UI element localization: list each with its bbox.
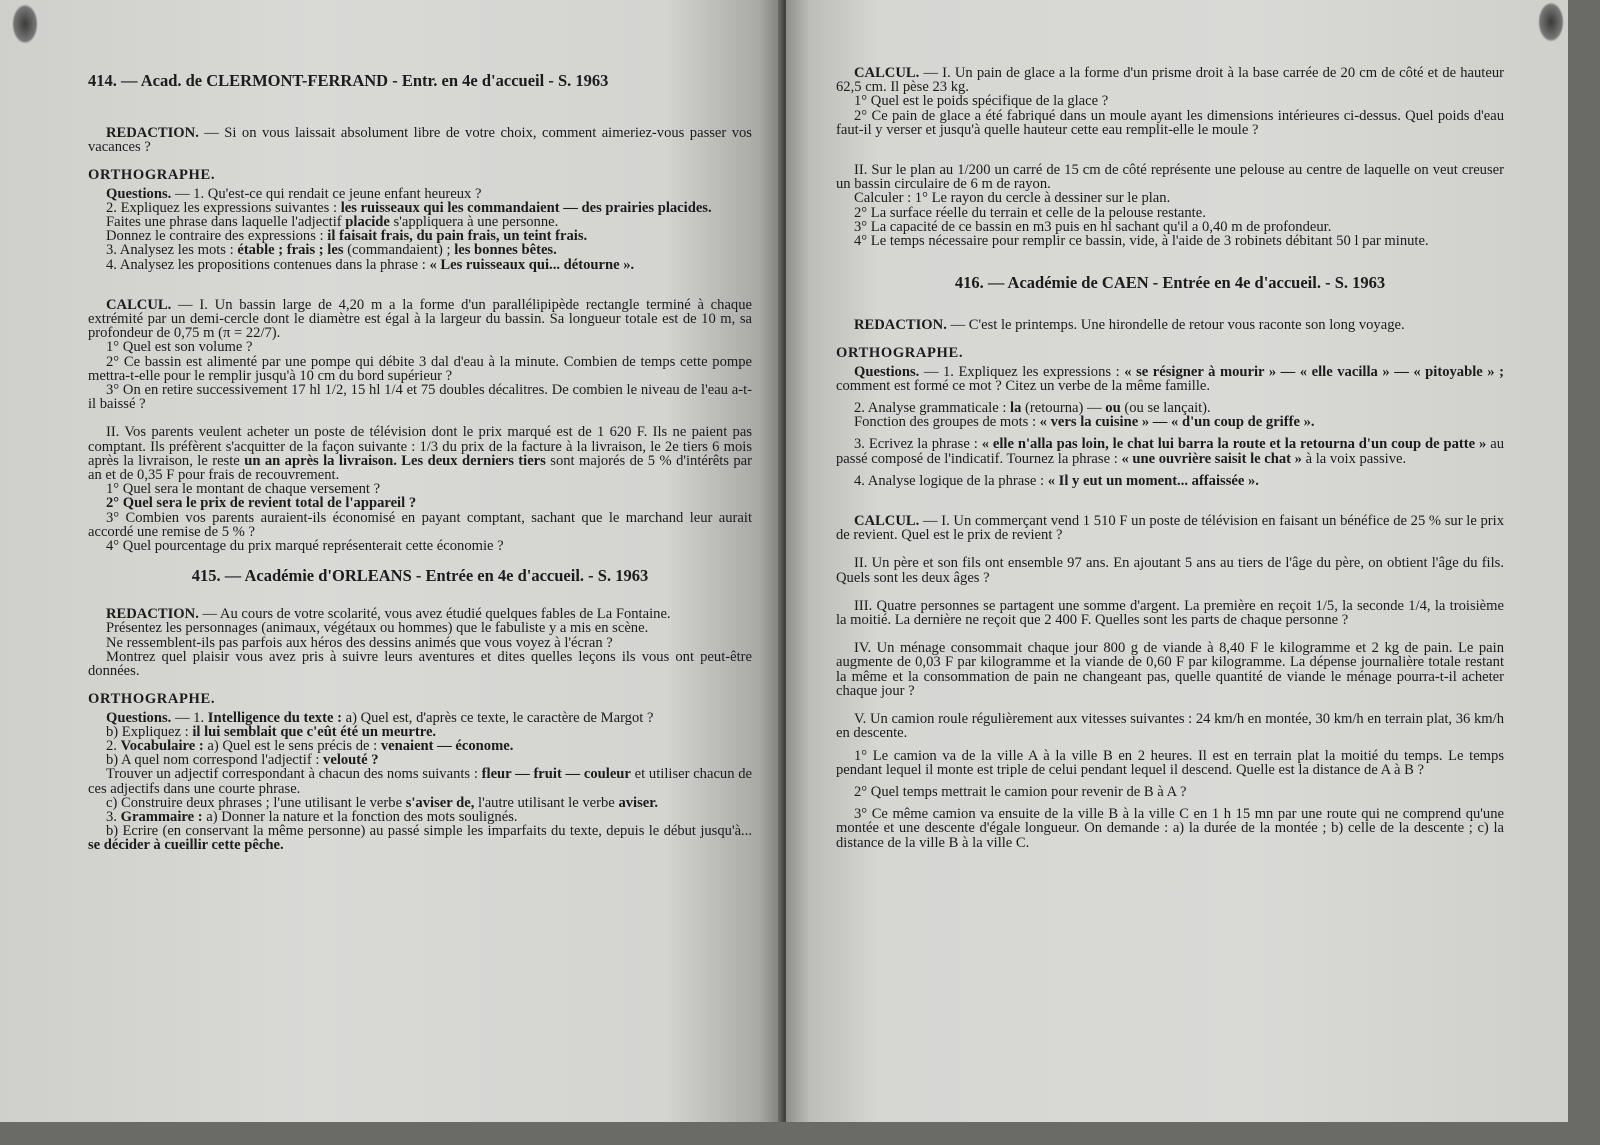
section-title-414: 414. — Acad. de CLERMONT-FERRAND - Entr. en 4e d'accueil - S. 1963 [88, 71, 609, 90]
calcul-2-416: II. Un père et son fils ont ensemble 97 ans. En ajoutant 5 ans au tiers de l'âge du père, on obtient l'âge du fils. Quels sont les deux âges ? [836, 555, 1504, 586]
calcul-1-414: CALCUL. — I. Un bassin large de 4,20 m a la forme d'un parallélipipède rectangle terminé à chaque extrémité par un demi-cercle dont le diamètre est égal à la largeur du bassin. Sa longueur totale est de 10 m, sa profondeur de 0,75 m (π = 22/7). [88, 296, 753, 342]
section-title-415: 415. — Académie d'ORLEANS - Entrée en 4e d'accueil. - S. 1963 [191, 566, 649, 586]
redaction-415-3: Ne ressemblent-ils pas parfois aux héros des dessins animés que vous voyez à l'écran ? [106, 634, 613, 651]
question-2-414: 2. Expliquez les expressions suivantes : les ruisseaux qui les commandaient — des prairies placides. [106, 199, 712, 216]
question-3b-415: b) Ecrire (en conservant la même personne) au passé simple les imparfaits du texte, depuis le début jusqu'à... se décider à cueillir cette pêche. [88, 823, 752, 854]
question-3-416: 3. Ecrivez la phrase : « elle n'alla pas loin, le chat lui barra la route et la retourna d'un coup de patte » au passé composé de l'indicatif. Tournez la phrase : « une ouvrière saisit le chat » à la voix passive. [836, 436, 1504, 467]
calcul-1-416: CALCUL. — I. Un commerçant vend 1 510 F un poste de télévision en faisant un bénéfice de 25 % sur le prix de revient. Quel est le prix de revient ? [836, 513, 1504, 544]
right-column [836, 66, 1504, 850]
question-4-416: 4. Analyse logique de la phrase : « Il y eut un moment... affaissée ». [854, 472, 1259, 489]
calcul-1b-415: 2° Ce pain de glace a été fabriqué dans un moule ayant les dimensions intérieures ci-dessus. Quel poids d'eau faut-il y verser et jusqu'à quelle hauteur cette eau remplit-elle le moule ? [836, 107, 1504, 138]
question-2-416: 2. Analyse grammaticale : la (retourna) — ou (ou se lançait). [854, 400, 1211, 417]
question-3-414: 3. Analysez les mots : étable ; frais ; les (commandaient) ; les bonnes bêtes. [106, 242, 557, 259]
question-1b-415: b) Expliquez : il lui semblait que c'eût été un meurtre. [106, 723, 437, 740]
calcul-1a: 1° Quel est son volume ? [106, 339, 253, 356]
redaction-414: REDACTION. — Si on vous laissait absolument libre de votre choix, comment aimeriez-vous passer vos vacances ? [88, 125, 752, 156]
calcul-2c-415: 3° La capacité de ce bassin en m3 puis en hl sachant qu'il a 0,40 m de profondeur. [854, 218, 1332, 235]
calcul-1-415: CALCUL. — I. Un pain de glace a la forme d'un prisme droit à la base carrée de 20 cm de côté et de hauteur 62,5 cm. Il pèse 23 kg. [836, 65, 1504, 96]
question-2-contraire: Donnez le contraire des expressions : il faisait frais, du pain frais, un teint frais. [106, 228, 588, 245]
calcul-2g: 4° Quel pourcentage du prix marqué représenterait cette économie ? [106, 538, 504, 555]
ortho-head-416: ORTHOGRAPHE. [836, 345, 964, 362]
question-1-416: Questions. — 1. Expliquez les expressions : « se résigner à mourir » — « elle vacilla » — « pitoyable » ; comment est formé ce mot ? Citez un verbe de la même famille. [836, 363, 1504, 394]
stain [12, 4, 38, 44]
left-page [0, 0, 782, 1122]
ortho-head-414: ORTHOGRAPHE. [88, 167, 216, 184]
redaction-415-4: Montrez quel plaisir vous avez pris à suivre leurs aventures et dites quelles leçons ils vous ont peut-être données. [88, 648, 752, 680]
calcul-2a-415: Calculer : 1° Le rayon du cercle à dessiner sur le plan. [854, 190, 1171, 207]
calcul-4-416: IV. Un ménage consommait chaque jour 800 g de viande à 8,40 F le kilogramme et 2 kg de pain. Le pain augmente de 0,03 F par kilogramme et la viande de 0,60 F par kilogramme. La dépense journalière totale restant la même et la consommation de pain ne changeant pas, quelle quantité de viande le ménage pourra-t-il acheter chaque jour ? [836, 640, 1504, 699]
calcul-2f: 3° Combien vos parents auraient-ils économisé en payant comptant, sachant que le marchand leur aurait accordé une remise de 5 % ? [88, 509, 752, 540]
calcul-2d: 1° Quel sera le montant de chaque versement ? [106, 481, 381, 498]
calcul-2-414: II. Vos parents veulent acheter un poste de télévision dont le prix marqué est de 1 620 F. Ils ne paient pas comptant. Ils préfèrent s'acquitter de la façon suivante : 1/3 du prix de la facture à la livraison, le 2e tiers 6 mois après la livraison, le reste un an après la livraison. Les deux derniers tiers sont majorés de 5 % d'intérêts par an et de 0,35 F pour frais de recouvrement. [88, 424, 753, 484]
calcul-2d-415: 4° Le temps nécessaire pour remplir ce bassin, vide, à l'aide de 3 robinets débitant 50 l par minute. [854, 233, 1429, 250]
calcul-3-416: III. Quatre personnes se partagent une somme d'argent. La première en reçoit 1/5, la seconde 1/4, la troisième la moitié. La dernière ne reçoit que 2 400 F. Quelles sont les parts de chaque personne ? [836, 597, 1504, 629]
question-2c-415: Trouver un adjectif correspondant à chacun des noms suivants : fleur — fruit — couleur et utiliser chacun de ces adjectifs dans une courte phrase. [88, 766, 753, 797]
redaction-416: REDACTION. — C'est le printemps. Une hirondelle de retour vous raconte son long voyage. [854, 317, 1405, 334]
redaction-415: REDACTION. — Au cours de votre scolarité, vous avez étudié quelques fables de La Fontaine. [106, 606, 671, 623]
stain [1538, 2, 1564, 42]
question-2-415: 2. Vocabulaire : a) Quel est le sens précis de : venaient — économe. [106, 737, 514, 754]
calcul-1c: 3° On en retire successivement 17 hl 1/2, 15 hl 1/4 et 75 doubles décalitres. De combien le niveau de l'eau a-t-il baissé ? [88, 382, 752, 413]
calcul-5b-416: 2° Quel temps mettrait le camion pour revenir de B à A ? [854, 783, 1187, 800]
question-3-415: 3. Grammaire : a) Donner la nature et la fonction des mots soulignés. [106, 808, 518, 825]
question-4-414: 4. Analysez les propositions contenues dans la phrase : « Les ruisseaux qui... détourne ». [106, 256, 635, 273]
redaction-415-2: Présentez les personnages (animaux, végétaux ou hommes) que le fabuliste y a mis en scène. [106, 620, 649, 637]
calcul-2-415: II. Sur le plan au 1/200 un carré de 15 cm de côté représente une pelouse au centre de laquelle on veut creuser un bassin circulaire de 6 m de rayon. [836, 162, 1504, 193]
section-title-416: 416. — Académie de CAEN - Entrée en 4e d'accueil. - S. 1963 [954, 273, 1386, 293]
question-1-414: Questions. — 1. Qu'est-ce qui rendait ce jeune enfant heureux ? [106, 185, 482, 202]
calcul-5a-416: 1° Le camion va de la ville A à la ville B en 2 heures. Il est en terrain plat la moitié du temps. Le temps pendant lequel il monte est triple de celui pendant lequel il descend. Quelle est la distance de A à B ? [836, 747, 1504, 778]
calcul-2b-415: 2° La surface réelle du terrain et celle de la pelouse restante. [854, 204, 1206, 221]
calcul-5c-416: 3° Ce même camion va ensuite de la ville B à la ville C en 1 h 15 mn par une route qui ne comprend qu'une montée et une descente d'égale longueur. On demande : a) la durée de la montée ; b) celle de la descente ; c) la distance de la ville B à la ville C. [836, 806, 1504, 851]
calcul-5-416: V. Un camion roule régulièrement aux vitesses suivantes : 24 km/h en montée, 30 km/h en terrain plat, 36 km/h en descente. [836, 711, 1504, 742]
calcul-1a-415: 1° Quel est le poids spécifique de la glace ? [854, 93, 1109, 110]
question-2b-415: b) A quel nom correspond l'adjectif : velouté ? [106, 752, 379, 769]
calcul-2e: 2° Quel sera le prix de revient total de l'appareil ? [106, 495, 417, 512]
question-2-phrase: Faites une phrase dans laquelle l'adjectif placide s'appliquera à une personne. [106, 214, 559, 231]
left-column [88, 72, 752, 853]
question-2d-415: c) Construire deux phrases ; l'une utilisant le verbe s'aviser de, l'autre utilisant le verbe aviser. [106, 794, 659, 811]
ortho-head-415: ORTHOGRAPHE. [88, 691, 216, 708]
right-page [786, 0, 1568, 1122]
calcul-1b: 2° Ce bassin est alimenté par une pompe qui débite 3 dal d'eau à la minute. Combien de temps cette pompe mettra-t-elle pour le remplir jusqu'à 10 cm du bord supérieur ? [88, 353, 752, 384]
question-1-415: Questions. — 1. Intelligence du texte : a) Quel est, d'après ce texte, le caractère de Margot ? [106, 709, 654, 726]
question-2b-416: Fonction des groupes de mots : « vers la cuisine » — « d'un coup de griffe ». [854, 414, 1315, 431]
